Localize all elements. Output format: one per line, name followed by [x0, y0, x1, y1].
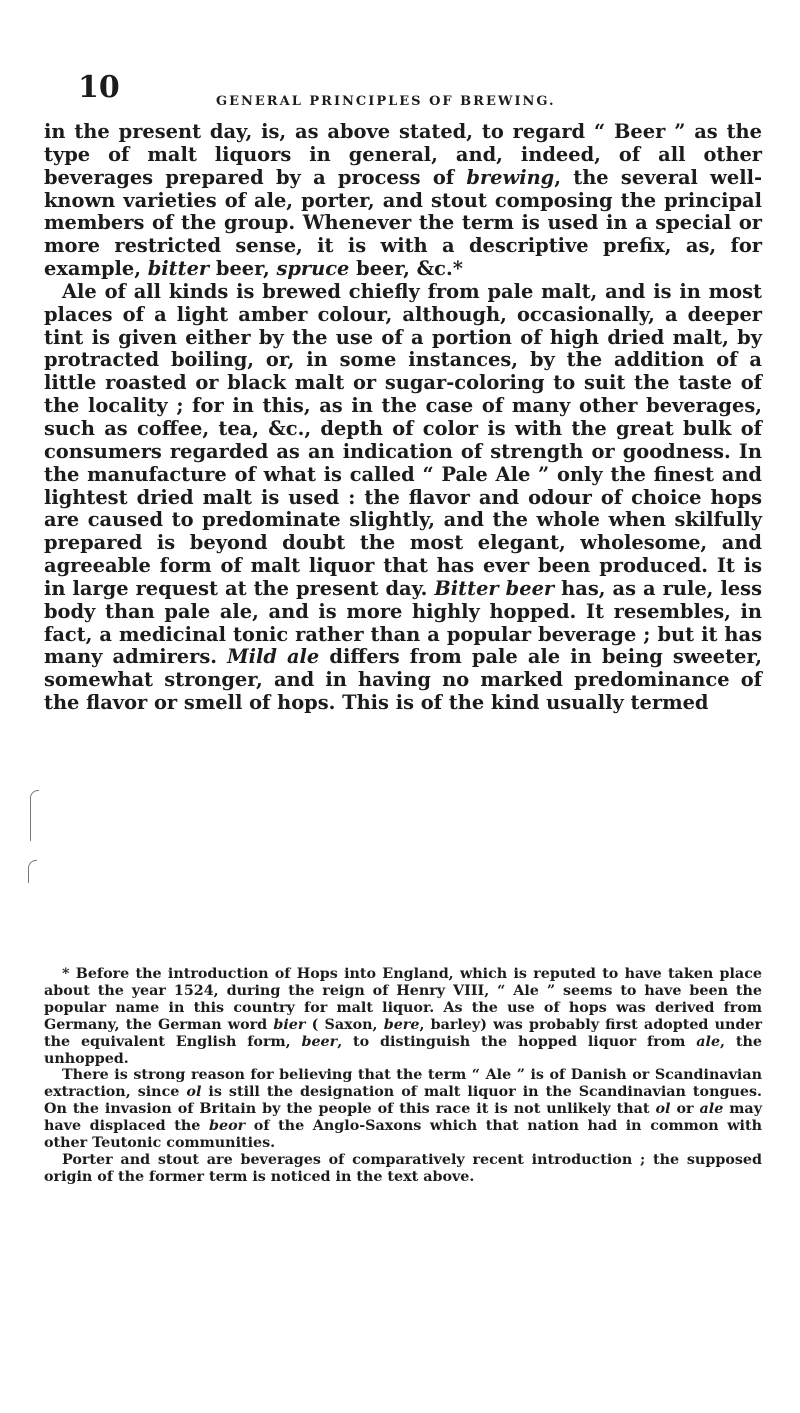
- paragraph: in the present day, is, as above stated, to regard “ Beer ” as the type of malt liquors in general, and, indeed, of all other beverages prepared by a process of brewing, the several well-known varieties of ale, porter, and stout composing the principal members of the group. Whenever the term is used in a special or more restricted sense, it is with a descriptive prefix, as, for example, bitter beer, spruce beer, &c.*: [44, 120, 762, 281]
- running-title: GENERAL PRINCIPLES OF BREWING.: [216, 94, 556, 109]
- margin-bracket: [28, 860, 37, 883]
- page-header: [78, 70, 738, 110]
- footnote: There is strong reason for believing that the term “ Ale ” is of Danish or Scandinavian extraction, since ol is still the designation of malt liquor in the Scandinavian tongues. On the invasion of Britain by the people of this race it is not unlikely that ol or ale may have displaced the beor of the Anglo-Saxons which that nation had in common with other Teutonic communities.: [44, 1067, 763, 1152]
- paragraph: Ale of all kinds is brewed chiefly from pale malt, and is in most places of a light amber colour, although, occasionally, a deeper tint is given either by the use of a portion of high dried malt, by protracted boiling, or, in some instances, by the addition of a little roasted or black malt or sugar-coloring to suit the taste of the locality ; for in this, as in the case of many other beverages, such as coffee, tea, &c., depth of color is with the great bulk of consumers regarded as an indication of strength or goodness. In the manufacture of what is called “ Pale Ale ” only the finest and lightest dried malt is used : the flavor and odour of choice hops are caused to predominate slightly, and the whole when skilfully prepared is beyond doubt the most elegant, wholesome, and agreeable form of malt liquor that has ever been produced. It is in large request at the present day. Bitter beer has, as a rule, less body than pale ale, and is more highly hopped. It resembles, in fact, a medicinal tonic rather than a popular beverage ; but it has many admirers. Mild ale differs from pale ale in being sweeter, somewhat stronger, and in having no marked predominance of the flavor or smell of hops. This is of the kind usually termed: [44, 279, 762, 715]
- page-number: 10: [78, 70, 120, 105]
- main-text: [44, 121, 762, 715]
- footnote: * Before the introduction of Hops into England, which is reputed to have taken place about the year 1524, during the reign of Henry VIII, “ Ale ” seems to have been the popular name in this country for malt liquor. As the use of hops was derived from Germany, the German word bier ( Saxon, bere, barley) was probably first adopted under the equivalent English form, beer, to distinguish the hopped liquor from ale, the unhopped.: [44, 966, 763, 1067]
- footnotes: [44, 966, 762, 1186]
- margin-bracket: [30, 790, 39, 841]
- footnote: Porter and stout are beverages of comparatively recent introduction ; the supposed origin of the former term is noticed in the text above.: [44, 1151, 762, 1185]
